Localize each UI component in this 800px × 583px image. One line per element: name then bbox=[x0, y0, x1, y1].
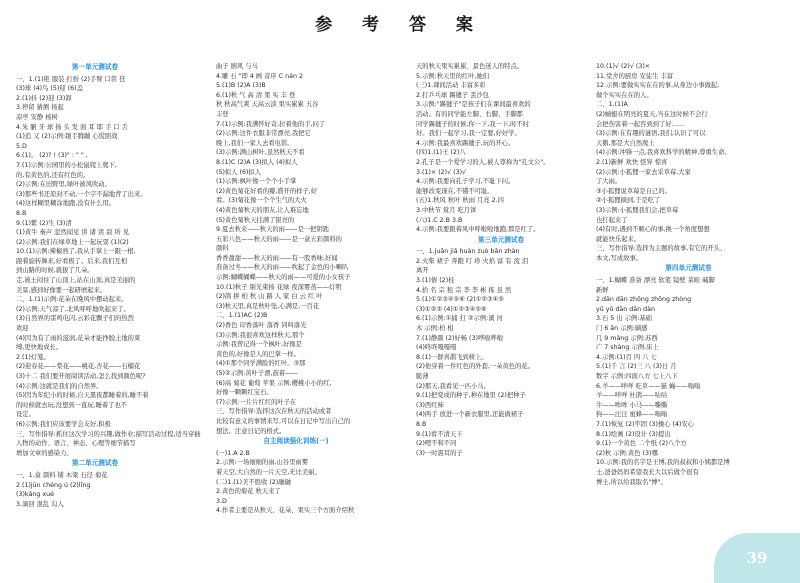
answer-line: (2)示例:这件衣服非常漂亮,我把它 bbox=[216, 130, 311, 138]
answer-line: 9.夏去秋来——秋天的雨——是一把钥匙 bbox=[216, 226, 330, 234]
answer-line: 10.(1)秋子 剔光束扬 花绿 夜深雾蒸——灯明 bbox=[216, 283, 342, 291]
answer-line: 晚上,我们一家人去看电影。 bbox=[216, 139, 294, 147]
answer-line: 9.(1)把变成的种子,种在地里 (2)把种子 bbox=[416, 392, 526, 400]
answer-line: 3.示例:"踢毽子"是孩子们在课间最喜欢的 bbox=[416, 101, 531, 109]
answer-line: 新鲜 bbox=[596, 286, 609, 294]
answer-line: 10.示例:我的名字是王博,我的叔叔和小姨都是博 bbox=[596, 459, 730, 467]
answer-line: 黄色的,好像是人的巴掌一样。 bbox=[216, 350, 300, 358]
answer-line: 几 9 mǎng 示例:苏西 bbox=[596, 334, 658, 342]
answer-line: (2)秋 示例:黄色 (3)哪 bbox=[596, 449, 658, 457]
answer-line: 也打起来了 bbox=[596, 216, 628, 224]
answer-line: 10.(1)示例:辣椒熟了,我从手掌上一跟一根, bbox=[16, 248, 136, 256]
answer-line: 2.打乒乓球 踢毽子 丢沙包 bbox=[416, 91, 489, 99]
answer-line: 6.羊——咩咩 吃草——猫 蝇——嗡嗡 bbox=[596, 382, 701, 390]
answer-line: (4)两手 放进一个新衣服里,还能做裙子 bbox=[416, 411, 524, 419]
answer-line: 5.(1)B (2)A (3)B bbox=[216, 82, 266, 90]
answer-line: 2.(1)jūn chéng ú (2)lǐng bbox=[16, 481, 91, 489]
answer-line: 4.朱 腑 牙 球 扬 头 发 面 耳 耶 手 口 舌 bbox=[16, 123, 128, 131]
answer-line: (六)1.C 2.B 3.B bbox=[416, 216, 463, 224]
answer-line: (5)因为年纪小的时候,自天黑夜都睡着的,睡不着 bbox=[16, 392, 149, 400]
answer-line: 狗——汪汪 蜜蜂——嗡嗡 bbox=[596, 411, 668, 419]
answer-line: 3.中秋节 赏月 吃月饼 bbox=[416, 206, 477, 214]
answer-line: 7.(1)示例:我满怀好奇,拉着他的手,问了 bbox=[216, 120, 326, 128]
answer-line: 一、1.juǎn jiǎ huàn zuò bǎn zhàn bbox=[416, 248, 520, 256]
answer-line: 4.雕 石 "即 4 画 音序 C nán 2 bbox=[216, 72, 303, 80]
answer-column-2 bbox=[216, 62, 376, 572]
answer-line: (3)①②③ (4)①②③④⑤⑥ bbox=[416, 305, 487, 313]
answer-line: (2)那天,我看见一匹小马。 bbox=[416, 382, 490, 390]
answer-line: 想法。注意日记的格式。 bbox=[216, 427, 286, 435]
answer-line: (3)示例:小狐狸我们会,把草莓 bbox=[596, 206, 679, 214]
answer-line: (5)黄色菊秋天挂满了银亮的 bbox=[216, 216, 295, 224]
answer-line: (6)高 菊花 葡萄 苹果 示例:樱桃小小的红, bbox=[216, 379, 332, 387]
answer-line: 准备过冬——秋天的雨——吹起了金色的小喇叭 bbox=[216, 264, 349, 272]
answer-line: 木 示例:柏 相 bbox=[416, 325, 454, 333]
answer-line: (2)他穿着一件红色的外套,一朵黄色的花。 bbox=[416, 363, 534, 371]
answer-line: 人物的动作、语言、神态、心理等细节描写 bbox=[16, 440, 136, 448]
answer-line: 2.(1)灯笼。 bbox=[16, 353, 50, 361]
answer-line: ②小狐狸摘到,于是吃了 bbox=[596, 197, 661, 205]
answer-line: (二)1.(1)美不胜收 (2)融融 bbox=[216, 478, 291, 486]
answer-line: 4.示例:我最喜欢踢毽子,玩的开心。 bbox=[416, 139, 515, 147]
answer-line: 二、1.(1)AC (2)B bbox=[216, 312, 268, 320]
answer-line: (3)kǎng xué bbox=[16, 491, 55, 499]
answer-line: 9.(1)一个黄色 二个纸 (2)八个方 bbox=[596, 440, 687, 448]
answer-line: 设定。 bbox=[16, 411, 35, 419]
answer-line: 凉亭 安静 杨树 bbox=[16, 113, 58, 121]
answer-line: 三、写作指导:抓住这次学习的兴趣,做作业;描写活动过程,适当穿插 bbox=[16, 430, 201, 438]
answer-line: 博士,所以给我取名"博"。 bbox=[596, 478, 667, 486]
answer-line: 3.(1)× (2)√ (3)√ bbox=[416, 168, 467, 176]
answer-line: 的,有黄色的,还有红色的。 bbox=[16, 171, 90, 179]
answer-line: 走,被土闷住了山顶上,站在山顶,真是美丽的 bbox=[16, 277, 136, 285]
answer-line: 欢迎 bbox=[16, 325, 29, 333]
answer-line: 4.示例:我要跟着风中呼啦啦地跑,那是红了。 bbox=[416, 226, 540, 234]
answer-line: 2.黄色的菊花 秋天来了 bbox=[216, 488, 281, 496]
answer-line: (5)拟人 (6)拟人 bbox=[216, 168, 262, 176]
answer-line: 士,爸爸妈妈希望我长大以后做个很有 bbox=[596, 468, 699, 476]
answer-line: 本文,写成故事。 bbox=[596, 254, 643, 262]
answer-line: 6.(1)示例:①捕 打 ②示例:溪 河 bbox=[416, 315, 503, 323]
answer-line: 3.停留 猜测 扬起 bbox=[16, 104, 64, 112]
answer-line: 7.(1)恢复 (2)牢固 (3)操心 (4)安心 bbox=[596, 420, 695, 428]
answer-line: 3.D bbox=[216, 497, 227, 505]
answer-line: 天的秋天果实累累、景色迷人的特点。 bbox=[416, 63, 524, 70]
answer-line: 牛——哞哞 小马——嘶嘶 bbox=[596, 401, 668, 409]
section-heading: 自主阅读强化训练(一) bbox=[263, 437, 329, 446]
answer-line: (6)示例:我们应该要学会友好,积极 bbox=[16, 420, 111, 428]
answer-line: (四)1.(1)王 (2)八 bbox=[416, 149, 466, 157]
answer-line: 一、1.蝴蝶 准备 漂亮 软笔 镜壁 菜畦 碱脚 bbox=[596, 277, 715, 285]
answer-line: (2)香色 印香落叶 落香 同叫落光 bbox=[216, 322, 307, 330]
answer-line: 示例:我曾记得一个枫叶,好像是 bbox=[216, 341, 302, 349]
answer-line: 的时候就去玩,没想到一直玩,睡着了也不 bbox=[16, 401, 128, 409]
answer-line: 着天空,大自然的一片天空,无比美丽。 bbox=[216, 468, 321, 476]
answer-line: 会把伤害着一起容到到了好…… bbox=[596, 120, 685, 128]
answer-line: 5.D bbox=[16, 142, 27, 150]
answer-line: 看。(3)菊花像一个个生气的大火 bbox=[216, 197, 307, 205]
answer-line: (1)示例:枫叶像一个个小手掌 bbox=[216, 178, 297, 186]
answer-line: 4.作者主要是从秋天、花朵、果实三个方面介绍秋 bbox=[216, 507, 355, 515]
page-title: 参 考 答 案 bbox=[315, 15, 485, 35]
answer-line: 8.(1)绘画 (2)设计 (3)提出 bbox=[596, 430, 671, 438]
answer-line: 示例:蝴蝶蝴蝶——秋天的雨——可爱的小女孩子 bbox=[216, 274, 351, 282]
answer-line: (4)黄色菊秋天的朋友,让人难忘地 bbox=[216, 206, 309, 214]
answer-line: 3.石 5 出 示例:基础 bbox=[596, 315, 652, 323]
answer-line: 二、1.(1)A bbox=[596, 101, 628, 109]
answer-line: 8.B bbox=[16, 209, 27, 217]
answer-line: 8.(1)C (2)A (3)拟人 (4)拟人 bbox=[216, 158, 298, 166]
page-number: 39 bbox=[746, 549, 768, 567]
answer-line: 7.(1)示例:公园里的小松鼠爬上爬下, bbox=[16, 161, 117, 169]
answer-line: 数字 示例:四面八方 七上八下 bbox=[596, 373, 678, 380]
answer-line: 美景,感到好像要一起研磨起来。 bbox=[16, 286, 107, 294]
answer-line: (3)秋天里,真是秋叶坠,心满是,一百花 bbox=[216, 302, 320, 310]
answer-line: 9.(1)看不清天下 bbox=[416, 430, 463, 438]
answer-line: 7.(1)静颜 (2)好畅 (3)哗啦哗啦 bbox=[416, 334, 504, 342]
answer-line: 缚,更快地成长。 bbox=[16, 344, 63, 352]
answer-line: 6.(1)秋 气 高 清 果 实 丰 登 bbox=[216, 91, 296, 99]
answer-line: 颜料 bbox=[216, 245, 229, 253]
answer-line: 2.(1)抖 (2)迎 (3)卸 bbox=[16, 94, 72, 102]
answer-line: 跟着旋转舞来,好看极了。后来,我们互相 bbox=[16, 257, 128, 265]
answer-line: (4)因为有了雨的滋润,花朵才能挣脱土地的束 bbox=[16, 334, 141, 342]
answer-line: 就能快乐起来。 bbox=[596, 235, 641, 243]
answer-line: 12.示例:要做实实在在的事,从身边小事做起, bbox=[596, 82, 720, 90]
answer-line: 了大雨。 bbox=[596, 178, 622, 186]
answer-line: 秋 秋高气爽 天高云淡 果实累累 五谷 bbox=[216, 101, 319, 109]
answer-column-3 bbox=[416, 62, 586, 572]
answer-line: 2.火柴 裙子 奔跑 叮 珍 火焰 富 有 流 泪 bbox=[416, 257, 529, 265]
answer-column-1 bbox=[16, 62, 201, 572]
answer-line: (3)示例:在有趣的谜语,我们,认识了可以 bbox=[596, 130, 706, 138]
answer-line: (2)哩不和不同 bbox=[416, 440, 457, 448]
answer-line: (一)1.A 2.B bbox=[216, 449, 250, 457]
answer-line: 2.dān dān zhōng zhōng zhòng bbox=[596, 296, 692, 304]
answer-line: 三、写作指导:选择这次在秋天的活动或者 bbox=[216, 408, 332, 416]
answer-line: (3)一时震耳的子 bbox=[416, 449, 463, 457]
answer-line: 11.堂舍的厨房 安徒生 丰富 bbox=[596, 72, 673, 80]
answer-line: 2.(1)新鲜 欢快 怪异 惊喜 bbox=[596, 158, 668, 166]
answer-line: 羊——咩咩 杜鹃——咕咕 bbox=[596, 392, 668, 400]
section-heading: 第三单元测试卷 bbox=[477, 235, 525, 244]
answer-line: (7)示例:一片片红红的叶子在 bbox=[216, 398, 297, 406]
answer-line: 6.(1)。 (2)? ! (3)" : " " , bbox=[16, 152, 88, 160]
answer-line: (4)示例:冲锋一点,我喜欢科学的精神,尊重生命。 bbox=[596, 149, 731, 157]
page-number-tab bbox=[714, 533, 800, 583]
answer-line: 9.(1)紫 (2)生 (3)清 bbox=[16, 219, 72, 227]
answer-line: yǔ yǔ dān dān dàn bbox=[596, 305, 655, 313]
answer-line: 广 7 shàng 示例:床上 bbox=[596, 344, 659, 352]
answer-line: (4)示例:这就是我们的自然界。 bbox=[16, 382, 103, 390]
answer-line: 一、1.盒 颜料 铺 木梁 石径 菊花 bbox=[16, 471, 108, 479]
answer-line: (2)鸽 拼 柏 秋 山 路 人 家 白 云 红 叶 bbox=[216, 293, 323, 301]
answer-line: 丰登 bbox=[216, 110, 229, 118]
answer-line: 5.(1)①②③④⑤⑥ (2)①②③④⑤ bbox=[416, 296, 504, 304]
answer-line: 3.(1)倩 (2)桂 bbox=[416, 277, 455, 285]
answer-line: (2)示例:小狐狸一家去采草莓,大家 bbox=[596, 168, 691, 176]
answer-line: (2)迎春花——梨花——桃花,杏花——石榴花 bbox=[16, 363, 141, 371]
answer-line: 香香甜甜——秋天的雨——有一股香味,好闻 bbox=[216, 254, 338, 262]
answer-line: 五彩八色——秋天的雨——是一盒五彩颜料的 bbox=[216, 235, 342, 243]
answer-line: ③小狐狸说草莓是自己的。 bbox=[596, 187, 671, 195]
answer-line: (2)蜻蜓在明亮的夏天,当在这时候不会行 bbox=[596, 110, 708, 118]
answer-line: 5.示例:秋天里的红叶,她们 bbox=[416, 72, 490, 80]
answer-line: (3)示例:满山树叶,虽然秋天不看 bbox=[216, 149, 305, 157]
answer-line: (4)这样糊里糊涂地跑,没有什么用。 bbox=[16, 200, 116, 208]
answer-line: 2.示例:一场细细的雨,山谷里雨雾 bbox=[216, 459, 308, 467]
answer-line: (1)追 又 (2)示例:趟手腾蹦 心慌胆战 bbox=[16, 133, 118, 141]
answer-line: 2.孔子是一个爱学习的人,被人尊称为"孔文公"。 bbox=[416, 158, 550, 166]
answer-line: 3.滴回 混乱 勾人 bbox=[16, 500, 64, 508]
answer-line: 10.(1)√ (2)√ (3)× bbox=[596, 63, 651, 70]
answer-line: (3)自然界的雷鸣电闪,云彩花飘子们的热烈 bbox=[16, 315, 134, 323]
answer-line: (2)示例:我们在绿草地上一起玩耍 (1)(2) bbox=[16, 238, 129, 246]
answer-line: 到山路的时候,就拔了几朵。 bbox=[16, 267, 94, 275]
answer-line: 天鹅,那是大自然爬上 bbox=[596, 139, 655, 147]
answer-line: 离开 bbox=[416, 267, 429, 275]
answer-line: (5)②示例:黄叶子漂,鼓着—— bbox=[216, 370, 298, 377]
answer-line: (3)球 (4)鸟 (5)迎 (6)盖 bbox=[16, 85, 83, 93]
answer-line: (3)示例:我很喜欢这样秋天,那个 bbox=[216, 331, 305, 339]
answer-line: 8.B bbox=[416, 420, 427, 428]
answer-line: 4.示例:我要向孔子学习,不耻下问。 bbox=[416, 178, 515, 186]
answer-line: (1)黄牛 秦声 忽然闻见 讲 诸 读 寂 所 见 bbox=[16, 229, 130, 237]
answer-line: 好。我们一起学习,我一定要,好好学。 bbox=[416, 130, 521, 138]
section-heading: 第四单元测试卷 bbox=[665, 264, 712, 273]
answer-line: (3)十二 我们要开展阅读活动,怎么找到颜色呢? bbox=[16, 373, 146, 380]
answer-line: 同学踢毽子的时候,你一下,我一下,时不时 bbox=[416, 120, 530, 128]
section-heading: 第一单元测试卷 bbox=[71, 63, 119, 71]
answer-line: (3)西红柿 bbox=[416, 401, 444, 409]
answer-line: (4)①那个同学满脸的红叶。③那 bbox=[216, 360, 306, 368]
answer-line: (2)示例:在田野里,绿叶被风吹动。 bbox=[16, 181, 111, 189]
answer-line: 门 6 ǎn 示例:刷感 bbox=[596, 325, 648, 333]
answer-line: (4)有时,遇到不顺心的事,换一个角度想想 bbox=[596, 226, 710, 234]
answer-line: 增加文章的感染力。 bbox=[16, 449, 73, 457]
answer-line: (三)1.课间活动 丰富多彩 bbox=[416, 82, 486, 90]
answer-line: 做个实实在在的人。 bbox=[596, 91, 653, 99]
answer-line: 活动。有的同学能左脚、右脚、手脚都 bbox=[416, 110, 524, 118]
answer-line: 比较有意义的事情来写,可以在日记中写出自己的 bbox=[216, 417, 351, 425]
answer-line: 4.示例:(1)百 四 八 七 bbox=[596, 353, 657, 361]
answer-line: 曲子 剧风 与马 bbox=[216, 63, 258, 70]
answer-line: (3)那些书还原封不动,一个字不漏地背了出来。 bbox=[16, 190, 147, 198]
answer-line: 一、1.(1)艳 服装 打扮 (2)手臂 口笛 狂 bbox=[16, 75, 126, 83]
answer-line: (2)示例:天气凉了,北风呼呼地吹起来了。 bbox=[16, 305, 130, 313]
answer-column-4 bbox=[596, 62, 781, 572]
answer-line: (2)黄色菊花好看的瓣,盛开的样子,好 bbox=[216, 187, 318, 195]
answer-line: 5.(1)千 言 (2)三 八 (3)日 月 bbox=[596, 363, 677, 371]
answer-line: 4.拾 名 宗 租 宗 李 李 彬 拣 虽 然 bbox=[416, 286, 512, 294]
answer-line: 8.(1)一群喜鹊飞到树上。 bbox=[416, 353, 488, 361]
answer-line: (五)1.秋风 秋叶 秋雨 月亮 2.四 bbox=[416, 197, 504, 205]
answer-line: 二、1.(1)示例:花朵在晚风中摆动起来。 bbox=[16, 296, 128, 304]
answer-line: 脆薄 bbox=[416, 373, 429, 380]
answer-line: 好像一颗颗红宝石。 bbox=[216, 389, 273, 397]
section-heading: 第二单元测试卷 bbox=[71, 459, 119, 468]
answer-line: 能够改变现在,不懂不可耻。 bbox=[416, 187, 494, 195]
answer-line: 三、写作指导:选择为主题的故事,有它的开头、 bbox=[596, 245, 727, 253]
answer-line: (4)咚咚嘎嘎嘎 bbox=[416, 344, 457, 352]
